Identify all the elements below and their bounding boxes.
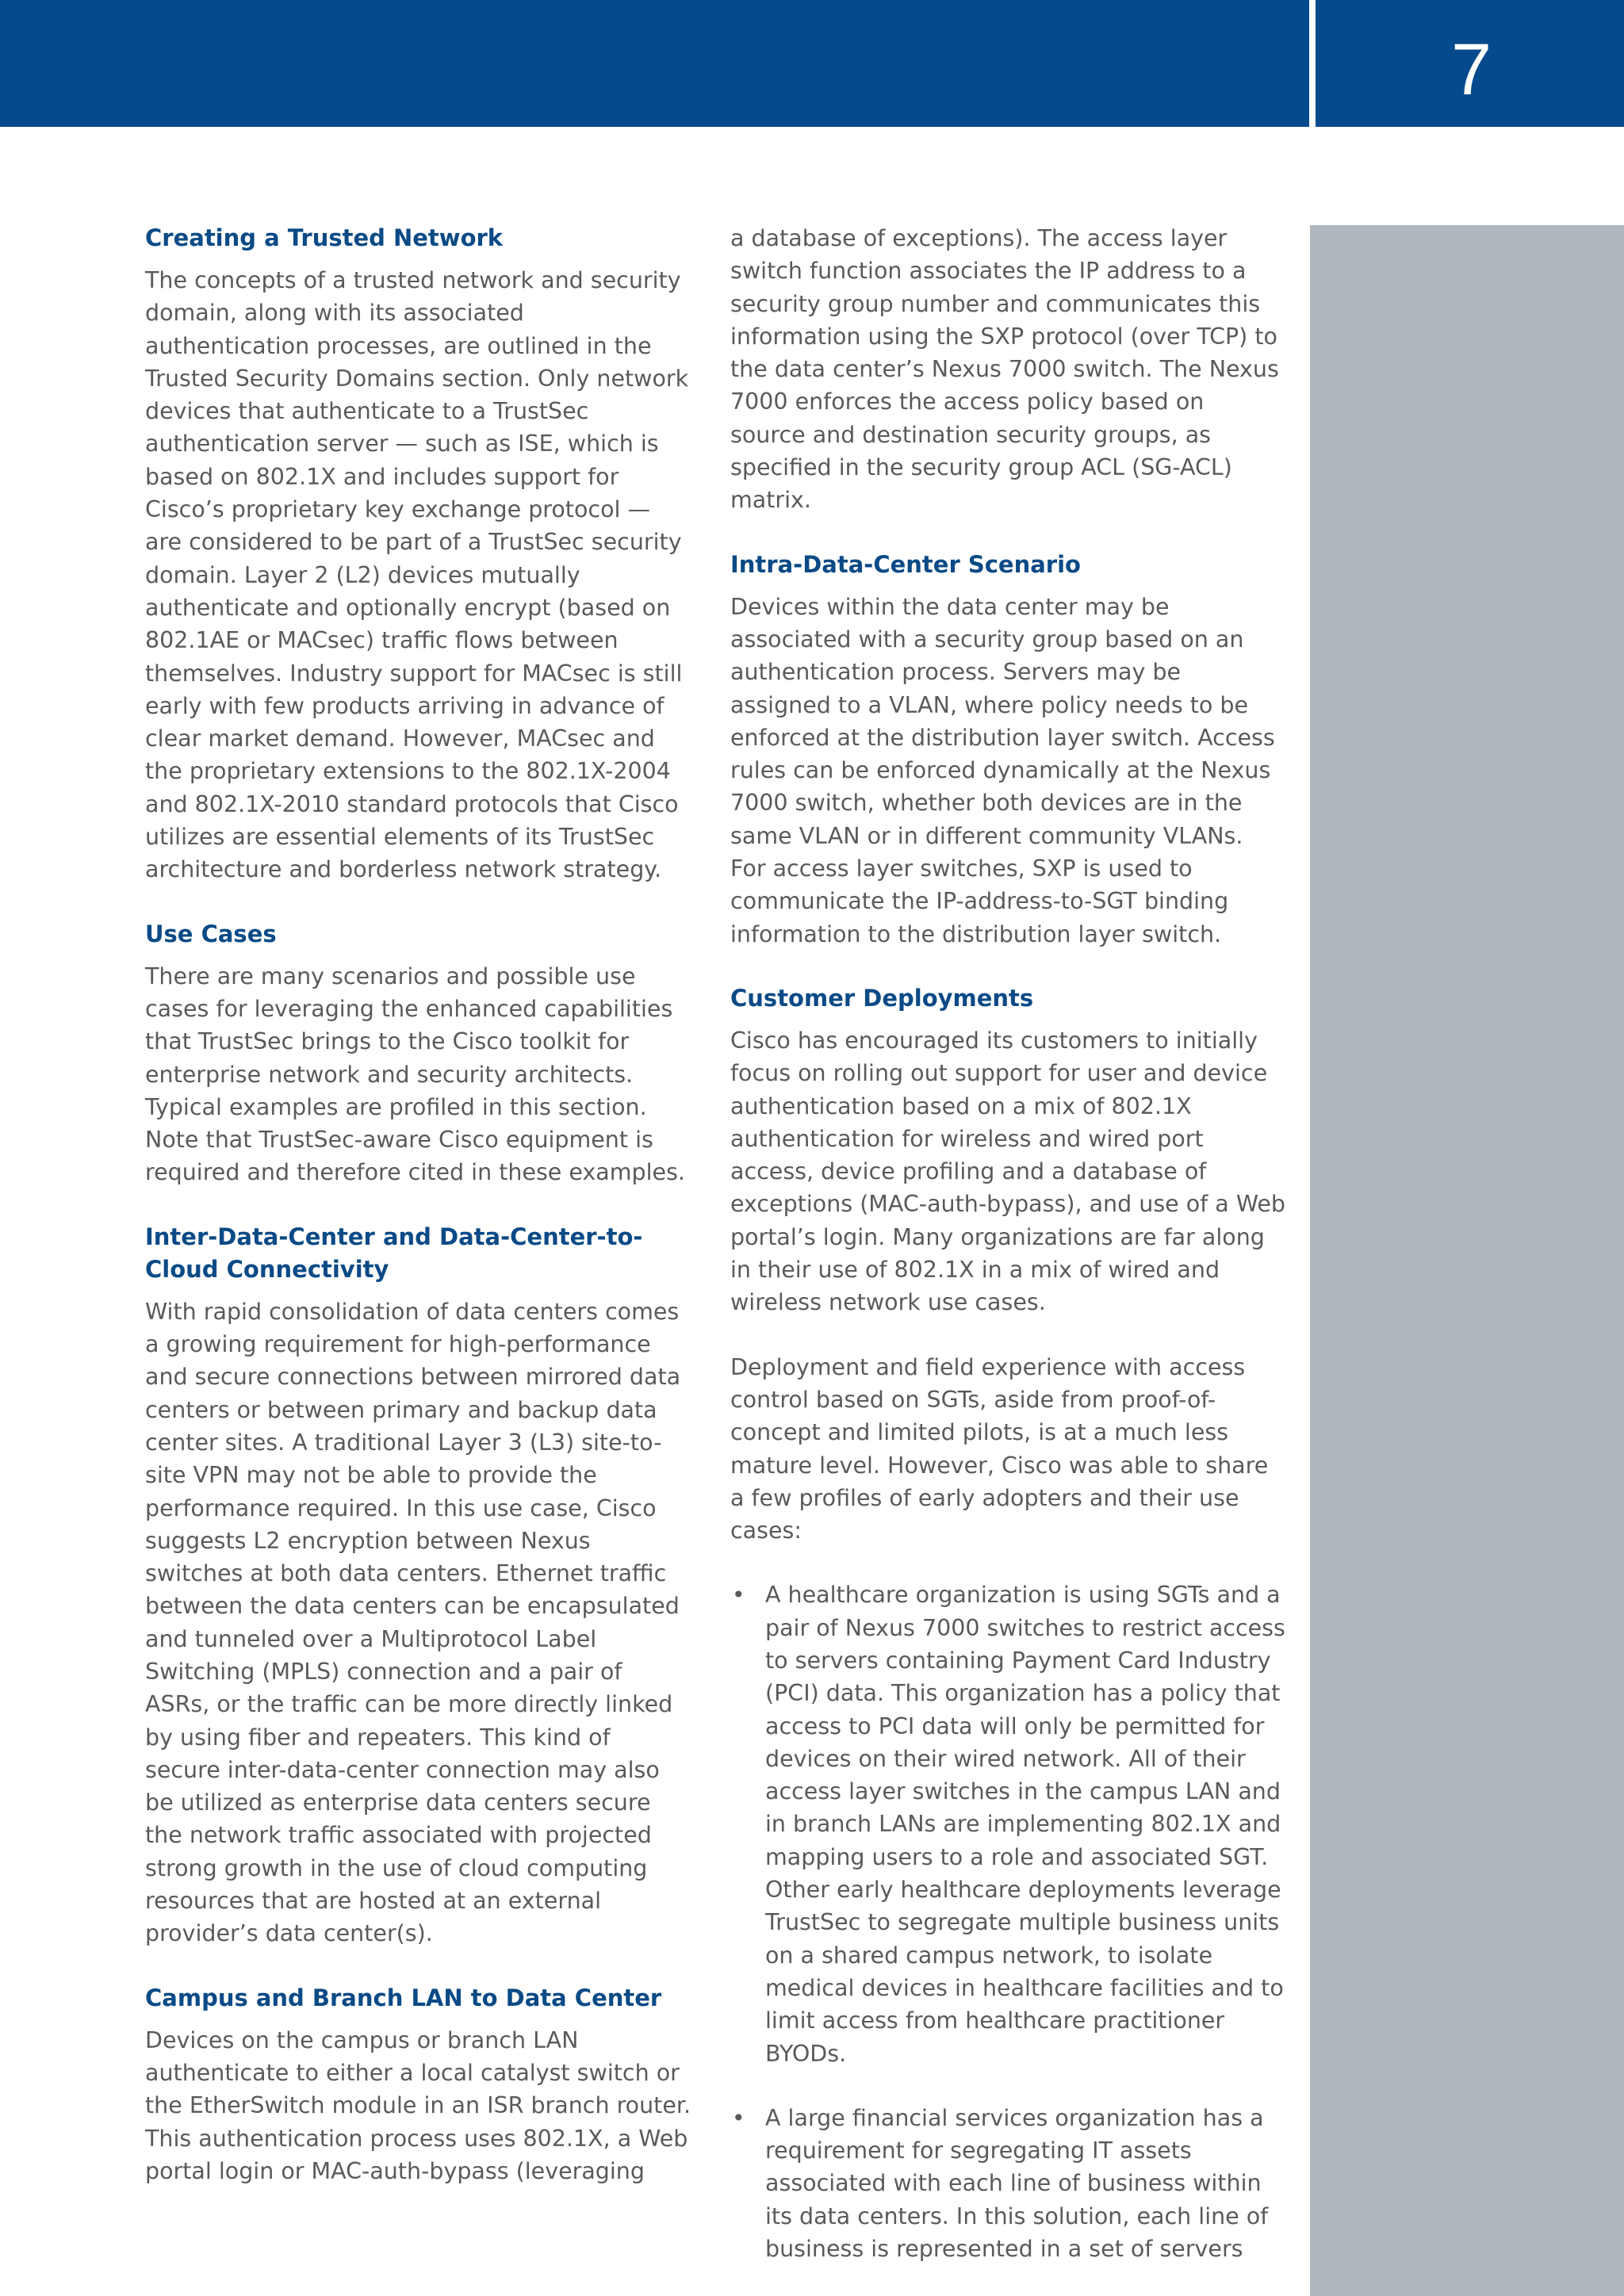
section-paragraph: With rapid consolidation of data centers comes a growing requirement for high-performance and secure connections between mirrored data centers or between primary and backup data center sites. A traditional Layer 3 (L3) site-to-site VPN may not be able to provide the performance required. In this use case, Cisco suggests L2 encryption between Nexus switches at both data centers. Ethernet traffic between the data centers can be encapsulated and tunneled over a Multiprotocol Label Switching (MPLS) connection and a pair of ASRs, or the traffic can be more directly linked by using fiber and repeaters. This kind of secure inter-data-center connection may also be utilized as enterprise data centers secure the network traffic associated with projected strong growth in the use of cloud computing resources that are hosted at an external provider’s data center(s).: [145, 1298, 681, 1947]
section-paragraph: Devices within the data center may be associated with a security group based on an authentication process. Servers may be assigned to a VLAN, where policy needs to be enforced at the distribution layer switch. Access rules can be enforced dynamically at the Nexus 7000 switch, whether both devices are in the same VLAN or in different community VLANs. For access layer switches, SXP is used to communicate the IP-address-to-SGT binding information to the distribution layer switch.: [730, 593, 1275, 947]
header-band: [0, 0, 1624, 127]
list-item-text: A healthcare organization is using SGTs and a pair of Nexus 7000 switches to restrict access to servers containing Payment Card Industry (PCI) data. This organization has a policy that access to PCI data will only be permitted for devices on their wired network. All of their access layer switches in the campus LAN and in branch LANs are implementing 802.1X and mapping users to a role and associated SGT. Other early healthcare deployments leverage TrustSec to segregate multiple business units on a shared campus network, to isolate medical devices in healthcare facilities and to limit access from healthcare practitioner BYODs.: [765, 1582, 1285, 2067]
use-case-bullet-list: [730, 1578, 1285, 2265]
section-paragraph: There are many scenarios and possible use cases for leveraging the enhanced capabilities that TrustSec brings to the Cisco toolkit for enterprise network and security architects. Typical examples are profiled in this section. Note that TrustSec-aware Cisco equipment is required and therefore cited in these examples.: [145, 962, 685, 1186]
section-heading-trusted-network: Creating a Trusted Network: [145, 224, 504, 251]
section-paragraph: Deployment and field experience with access control based on SGTs, aside from proof-of-concept and limited pilots, is at a much less mature level. However, Cisco was able to share a few profiles of early adopters and their use cases:: [730, 1353, 1269, 1544]
bullet-icon: •: [732, 1582, 745, 1609]
section-heading-campus-branch: Campus and Branch LAN to Data Center: [145, 1984, 662, 2011]
section-heading-use-cases: Use Cases: [145, 920, 277, 947]
side-panel: [1310, 225, 1624, 2296]
continuation-paragraph: a database of exceptions). The access layer switch function associates the IP address to a security group number and communicates this information using the SXP protocol (over TCP) to the data center’s Nexus 7000 switch. The Nexus 7000 enforces the access policy based on source and destination security groups, as specified in the security group ACL (SG-ACL) matrix.: [730, 225, 1279, 514]
list-item-text: A large financial services organization has a requirement for segregating IT assets associated with each line of business within its data centers. In this solution, each line of business is represented in a set of servers: [765, 2104, 1269, 2263]
list-item: [730, 2102, 1285, 2265]
right-column: [730, 222, 1285, 2296]
section-paragraph: Devices on the campus or branch LAN authenticate to either a local catalyst switch or the EtherSwitch module in an ISR branch router. This authentication process uses 802.1X, a Web portal login or MAC-auth-bypass (leveraging: [145, 2026, 691, 2184]
bullet-icon: •: [732, 2104, 745, 2131]
page-number: 7: [1451, 29, 1492, 110]
section-paragraph: Cisco has encouraged its customers to initially focus on rolling out support for user and device authentication based on a mix of 802.1X authentication for wireless and wired port access, device profiling and a database of exceptions (MAC-auth-bypass), and use of a Web portal’s login. Many organizations are far along in their use of 802.1X in a mix of wired and wireless network use cases.: [730, 1027, 1285, 1316]
section-heading-intra-data-center: Intra-Data-Center Scenario: [730, 550, 1081, 578]
section-paragraph: The concepts of a trusted network and security domain, along with its associated authentication processes, are outlined in the Trusted Security Domains section. Only network devices that authenticate to a TrustSec authentication server — such as ISE, which is based on 802.1X and includes support for Cisco’s proprietary key exchange protocol — are considered to be part of a TrustSec security domain. Layer 2 (L2) devices mutually authenticate and optionally encrypt (based on 802.1AE or MACsec) traffic flows between themselves. Industry support for MACsec is still early with few products arriving in advance of clear market demand. However, MACsec and the proprietary extensions to the 802.1X-2004 and 802.1X-2010 standard protocols that Cisco utilizes are essential elements of its TrustSec architecture and borderless network strategy.: [145, 267, 689, 883]
header-divider: [1309, 0, 1316, 127]
left-column: [145, 222, 692, 2219]
section-heading-customer-deployments: Customer Deployments: [730, 984, 1034, 1012]
list-item: [730, 1578, 1285, 2069]
section-heading-inter-data-center: Inter-Data-Center and Data-Center-to-Cloud Connectivity: [145, 1223, 643, 1283]
